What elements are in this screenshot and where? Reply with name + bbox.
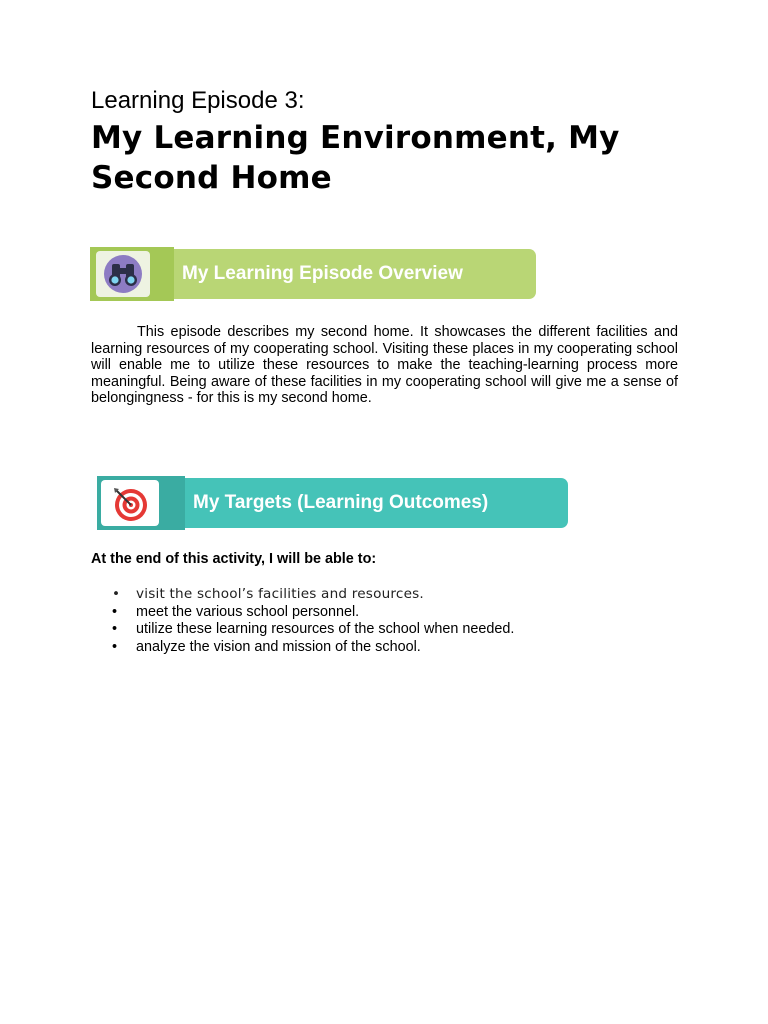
overview-banner bbox=[90, 247, 536, 301]
list-item bbox=[91, 639, 514, 657]
list-item-text: analyze the vision and mission of the school. bbox=[136, 638, 421, 655]
bullet-icon: • bbox=[112, 586, 121, 602]
list-item bbox=[91, 604, 514, 622]
list-item bbox=[91, 621, 514, 639]
list-item-text: utilize these learning resources of the school when needed. bbox=[136, 621, 515, 637]
overview-paragraph: This episode describes my second home. It showcases the different facilities and learning resources of my cooperating school. Visiting these places in my cooperating school will enable me to utilize these resources to make the teaching-learning process more meaningful. Being aware of these facilities in my cooperating school will give me a sense of belongingness - for this is my second home. bbox=[91, 324, 678, 406]
targets-banner bbox=[97, 476, 568, 530]
bullet-icon: • bbox=[112, 621, 118, 637]
list-item bbox=[91, 586, 514, 604]
page-title: My Learning Environment, My Second Home bbox=[91, 120, 620, 196]
list-item-text: meet the various school personnel. bbox=[136, 603, 360, 620]
targets-intro: At the end of this activity, I will be able to: bbox=[91, 551, 377, 567]
overview-heading: My Learning Episode Overview bbox=[174, 249, 536, 299]
bullet-icon: • bbox=[112, 603, 118, 620]
targets-heading: My Targets (Learning Outcomes) bbox=[185, 478, 568, 528]
episode-label: Learning Episode 3: bbox=[91, 87, 305, 114]
binoculars-icon bbox=[96, 251, 150, 297]
outcomes-list bbox=[91, 586, 514, 656]
bullet-icon: • bbox=[112, 638, 118, 655]
target-icon bbox=[101, 480, 159, 526]
list-item-text: visit the school’s facilities and resources. bbox=[136, 586, 424, 602]
